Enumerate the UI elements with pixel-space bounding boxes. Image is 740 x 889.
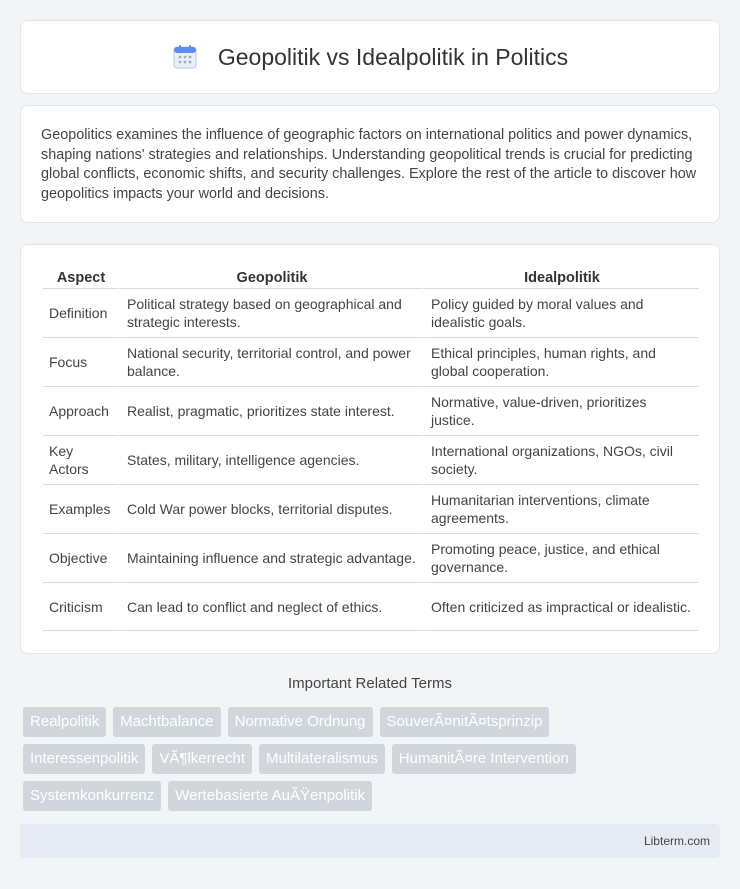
row-idealpolitik: International organizations, NGOs, civil society. xyxy=(423,435,699,484)
table-row xyxy=(43,582,699,631)
intro-text: Geopolitics examines the influence of geographic factors on international politics and power dynamics, shaping nations' strategies and relationships. Understanding geopolitical trends is crucial for predicting global conflicts, economic shifts, and security challenges. Explore the rest of the article to discover how geopolitics impacts your world and decisions. xyxy=(41,127,697,202)
column-header-idealpolitik: Idealpolitik xyxy=(423,266,699,288)
related-terms-title: Important Related Terms xyxy=(288,675,452,692)
tag-multilateralismus[interactable]: Multilateralismus xyxy=(259,744,385,774)
tag-normative-ordnung[interactable]: Normative Ordnung xyxy=(228,707,373,737)
row-geopolitik: Cold War power blocks, territorial disputes. xyxy=(119,484,423,533)
tag-interessenpolitik[interactable]: Interessenpolitik xyxy=(23,744,145,774)
tag-row xyxy=(23,781,723,811)
row-aspect: Key Actors xyxy=(43,435,119,484)
comparison-table-card xyxy=(20,244,720,654)
tag-row xyxy=(23,744,723,774)
row-idealpolitik: Often criticized as impractical or idealistic. xyxy=(423,582,699,631)
tag-souveraenitaetsprinzip[interactable]: SouverÃ¤nitÃ¤tsprinzip xyxy=(380,707,550,737)
tag-systemkonkurrenz[interactable]: Systemkonkurrenz xyxy=(23,781,161,811)
tag-humanitaere-intervention[interactable]: HumanitÃ¤re Intervention xyxy=(392,744,576,774)
row-idealpolitik: Ethical principles, human rights, and global cooperation. xyxy=(423,337,699,386)
column-header-geopolitik: Geopolitik xyxy=(119,266,423,288)
tag-machtbalance[interactable]: Machtbalance xyxy=(113,707,220,737)
row-idealpolitik: Promoting peace, justice, and ethical governance. xyxy=(423,533,699,582)
row-idealpolitik: Policy guided by moral values and idealistic goals. xyxy=(423,288,699,337)
related-terms-list xyxy=(23,707,723,818)
tag-wertebasierte-aussenpolitik[interactable]: Wertebasierte AuÃŸenpolitik xyxy=(168,781,372,811)
comparison-table xyxy=(43,266,699,631)
row-aspect: Examples xyxy=(43,484,119,533)
row-geopolitik: Maintaining influence and strategic advantage. xyxy=(119,533,423,582)
tag-row xyxy=(23,707,723,737)
row-geopolitik: States, military, intelligence agencies. xyxy=(119,435,423,484)
row-aspect: Objective xyxy=(43,533,119,582)
table-row xyxy=(43,435,699,484)
calendar-icon xyxy=(172,44,198,70)
row-geopolitik: Political strategy based on geographical and strategic interests. xyxy=(119,288,423,337)
table-row xyxy=(43,288,699,337)
header-card xyxy=(20,20,720,94)
footer xyxy=(20,824,720,858)
table-row xyxy=(43,386,699,435)
intro-card xyxy=(20,105,720,223)
row-aspect: Approach xyxy=(43,386,119,435)
table-row xyxy=(43,337,699,386)
page-title: Geopolitik vs Idealpolitik in Politics xyxy=(217,43,569,70)
column-header-aspect: Aspect xyxy=(56,270,106,286)
footer-brand[interactable]: Libterm.com xyxy=(643,834,710,848)
tag-realpolitik[interactable]: Realpolitik xyxy=(23,707,106,737)
row-geopolitik: National security, territorial control, and power balance. xyxy=(119,337,423,386)
row-geopolitik: Can lead to conflict and neglect of ethics. xyxy=(119,582,423,631)
row-idealpolitik: Normative, value-driven, prioritizes justice. xyxy=(423,386,699,435)
row-aspect: Definition xyxy=(43,288,119,337)
tag-voelkerrecht[interactable]: VÃ¶lkerrecht xyxy=(152,744,252,774)
table-header-row xyxy=(43,266,699,288)
row-geopolitik: Realist, pragmatic, prioritizes state interest. xyxy=(119,386,423,435)
row-aspect: Criticism xyxy=(43,582,119,631)
table-row xyxy=(43,484,699,533)
row-aspect: Focus xyxy=(43,337,119,386)
row-idealpolitik: Humanitarian interventions, climate agreements. xyxy=(423,484,699,533)
table-row xyxy=(43,533,699,582)
